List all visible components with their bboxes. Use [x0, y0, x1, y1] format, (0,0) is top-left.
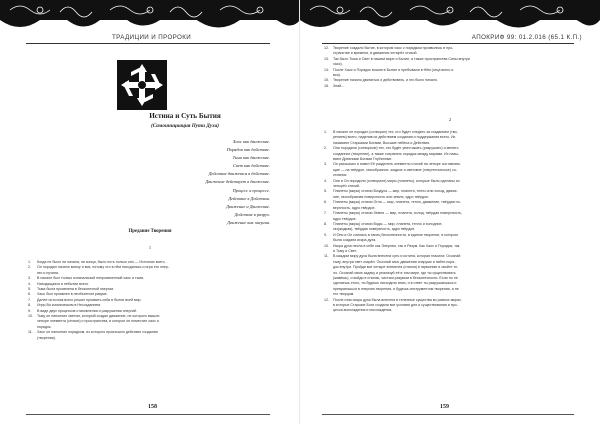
- right-top-item-list: [324, 46, 574, 89]
- list-item: и Тьму и Свет.: [333, 248, 357, 253]
- list-item: рением) всего, наделив их действием создания и поддержания всего. Их: [333, 135, 456, 140]
- page-number: 159: [440, 404, 449, 410]
- list-item: 1. Когда не было ни начала, ни конца, было есть только оно — Источник всего.: [28, 260, 166, 264]
- list-item: 3. В начале был только изначальный непроявленный хаос и тьма.: [28, 276, 144, 281]
- list-item: была создана искра духа.: [333, 238, 377, 243]
- list-item: 10. Искра духа несла в себе как Энергию, так и Разум. Как Хаос и Порядок, так: [324, 243, 460, 248]
- list-item: 12. Творение создало бытие, в котором хаос с порядком проявились в про-: [324, 46, 454, 50]
- section-number: 1: [148, 245, 152, 250]
- list-item: в которых Старшие Боги создали все условия для и существования и про-: [333, 303, 458, 307]
- poem-line: Тьма как движение.: [232, 155, 270, 161]
- ornament-header: [300, 0, 600, 32]
- list-item: 12. После итак искра духа была внесена в телесные существа во разных мирах,: [324, 297, 462, 302]
- running-head: АПОКРИФ 99: 01.2.016 (65.1 К.П.): [471, 34, 582, 41]
- list-item: ядро твёрдое.: [333, 216, 357, 221]
- list-item: созданное (творение), а также сохранять порядок между мирами. Их назы-: [333, 151, 459, 156]
- list-item: 4. Находящаяся в небытии всего.: [28, 281, 90, 286]
- section-title: Предание Творения: [128, 229, 172, 234]
- list-item: гии и пучина.: [37, 270, 59, 275]
- list-item: 3. Он рассказал и повел Её разделять элементы стихий на четыре составляю-: [324, 162, 461, 167]
- list-item: 15. Творение начало двигаться и действовать, и это было начало.: [324, 78, 438, 83]
- section-number: 2: [448, 117, 452, 122]
- header-rule: [322, 43, 574, 44]
- footer-rule: [322, 414, 574, 415]
- list-item: верхность, ядро твёрдое.: [333, 205, 376, 210]
- list-item: (живёшь), и войди в стихию, чистым разумом в бесконечности. Если ты не: [333, 275, 458, 280]
- list-item: его творцом.: [333, 292, 355, 297]
- list-item: 9. И Они и Он слились в танец бесконечности, в единое творение, в котором: [324, 232, 458, 237]
- right-main-item-list: [324, 130, 574, 314]
- list-item: 11. В каждом миру духа была внесена суть и истина, которая гласила: Осознай: [324, 254, 461, 259]
- poem-line: Движение и Движение.: [226, 203, 270, 209]
- list-item: называют Старшими Богами, Высшие небеса и Действия.: [333, 140, 431, 145]
- poem-line: Действие в Действии.: [228, 195, 270, 201]
- list-item: цесса восхождения и нисхождения.: [333, 308, 393, 313]
- list-item: 6. Хаос был проявлен в необъятном разуме.: [28, 292, 108, 297]
- list-item: 14. После Хаос и Порядок вошли в Бытие и пребывали в Нём (отца всего и: [324, 67, 454, 72]
- list-item: вают Древними Богами Глубинные.: [333, 157, 393, 162]
- list-item: 11. Хаос он наполнил порядком, из которого произошло действие создания: [28, 330, 158, 335]
- list-item: ло. Осознай свою задачу и реализуй её в том мире, где ты существовать: [333, 270, 456, 275]
- list-item: 13. Так было Тьма и Свет в нашем мире и Бытие, а также пространства Силы внутри: [324, 56, 470, 61]
- list-item: 5. Тьма была проявлена в бесконечной энергии.: [28, 287, 115, 292]
- list-item: 5. Планеты (миры) стихии Воздуха — мир, планета, тепло или холод, движе-: [324, 189, 458, 194]
- list-item: док внутри. Пройди все четыре элемента (стихии) в гармонию и свойте те-: [333, 265, 459, 270]
- list-item: хаос).: [333, 62, 343, 67]
- list-item: 16. Знай...: [324, 83, 345, 88]
- list-item: 8. Игры Во космическом в Несозданием.: [28, 303, 101, 308]
- poem-block: [120, 138, 270, 227]
- ornament-header: [0, 0, 300, 32]
- list-item: 7. Далее источник всего решил проявить себя в бытие всей мир.: [28, 297, 142, 302]
- kolovrat-emblem-icon: [117, 60, 167, 110]
- list-item: превратишься в энергию творения, и будешь инструментом творения, а не: [333, 286, 459, 291]
- right-page: [300, 0, 600, 424]
- poem-line: Хаос как движение.: [232, 139, 270, 144]
- list-item: странстве и времени, в движении четырёх стихий.: [333, 51, 418, 56]
- list-item: стояния.: [333, 173, 348, 178]
- list-item: ние, газообразная поверхность или земля, ядро твёрдое.: [333, 194, 430, 199]
- poem-line: Действие в разрух.: [234, 211, 270, 217]
- header-rule: [26, 43, 270, 44]
- running-head: ТРАДИЦИИ И ПРОРОКИ: [112, 34, 192, 41]
- list-item: вся).: [333, 73, 341, 78]
- poem-line: Свет как действие.: [233, 163, 270, 169]
- list-item: тьму, внутри свет озарён. Осознай хаос движения снаружи и найти поря-: [333, 259, 456, 264]
- list-item: сделаешь этого, ты будешь нисходить вниз, и в ответ ты разрушаешься и: [333, 281, 457, 286]
- page-number: 158: [148, 404, 157, 410]
- page-subtitle: (Самоинициация Пути Духа): [150, 123, 220, 129]
- list-item: газ(жидкая), твёрдая поверхность, ядро твёрдое.: [333, 227, 416, 232]
- list-item: 9. В виде двух процессов становления и разрушения энергий.: [28, 308, 137, 313]
- list-item: 6. Планеты (миры) стихии Огня — мир, планета, тепло, движение, твёрдая по-: [324, 200, 461, 205]
- poem-line: Движение действует в движение.: [205, 179, 270, 185]
- list-item: щие — на твёрдое, газообразное, жидкое и световое (энергетическое) со-: [333, 167, 457, 172]
- footer-rule: [26, 414, 270, 415]
- list-item: четыре элемента (стихии) и пространства, в которое он поместил хаос и: [37, 319, 159, 324]
- list-item: 2. Он породил начало всему и вся, потому что в нём находилась и игра его энер-: [28, 265, 170, 270]
- list-item: 2. Они породили (сотворили) тех, кто будет уничтожать (разрушать) и менять: [324, 146, 459, 151]
- list-item: 7. Планеты (миры) стихии Земли — мир, планета, холод, твёрдая поверхность,: [324, 211, 462, 216]
- poem-line: Движение как энергия.: [227, 219, 270, 225]
- list-item: 10. Тьму он наполнил светом, который создал движение, не которого вышли: [28, 314, 160, 319]
- list-item: 1. В начале он породил (сотворил) тех, кто будет следить за созданием (тво-: [324, 130, 458, 134]
- poem-line: Действие движется в действие.: [208, 171, 270, 177]
- list-item: четырёх стихий.: [333, 184, 361, 189]
- list-item: (творения).: [37, 335, 56, 340]
- page-title: Истина и Суть Бытия: [149, 112, 221, 120]
- poem-line: Процесс в процессе.: [232, 187, 270, 193]
- poem-line: Порядок как действие.: [226, 147, 270, 153]
- list-item: порядок.: [37, 324, 52, 329]
- list-item: 8. Планеты (миры) стихии Воды — мир, планета, тепло и холодное,: [324, 221, 443, 226]
- left-item-list: [28, 260, 274, 341]
- list-item: 4. Они и Он породили (сотворили) миры (планеты), которые были сделаны из: [324, 178, 460, 183]
